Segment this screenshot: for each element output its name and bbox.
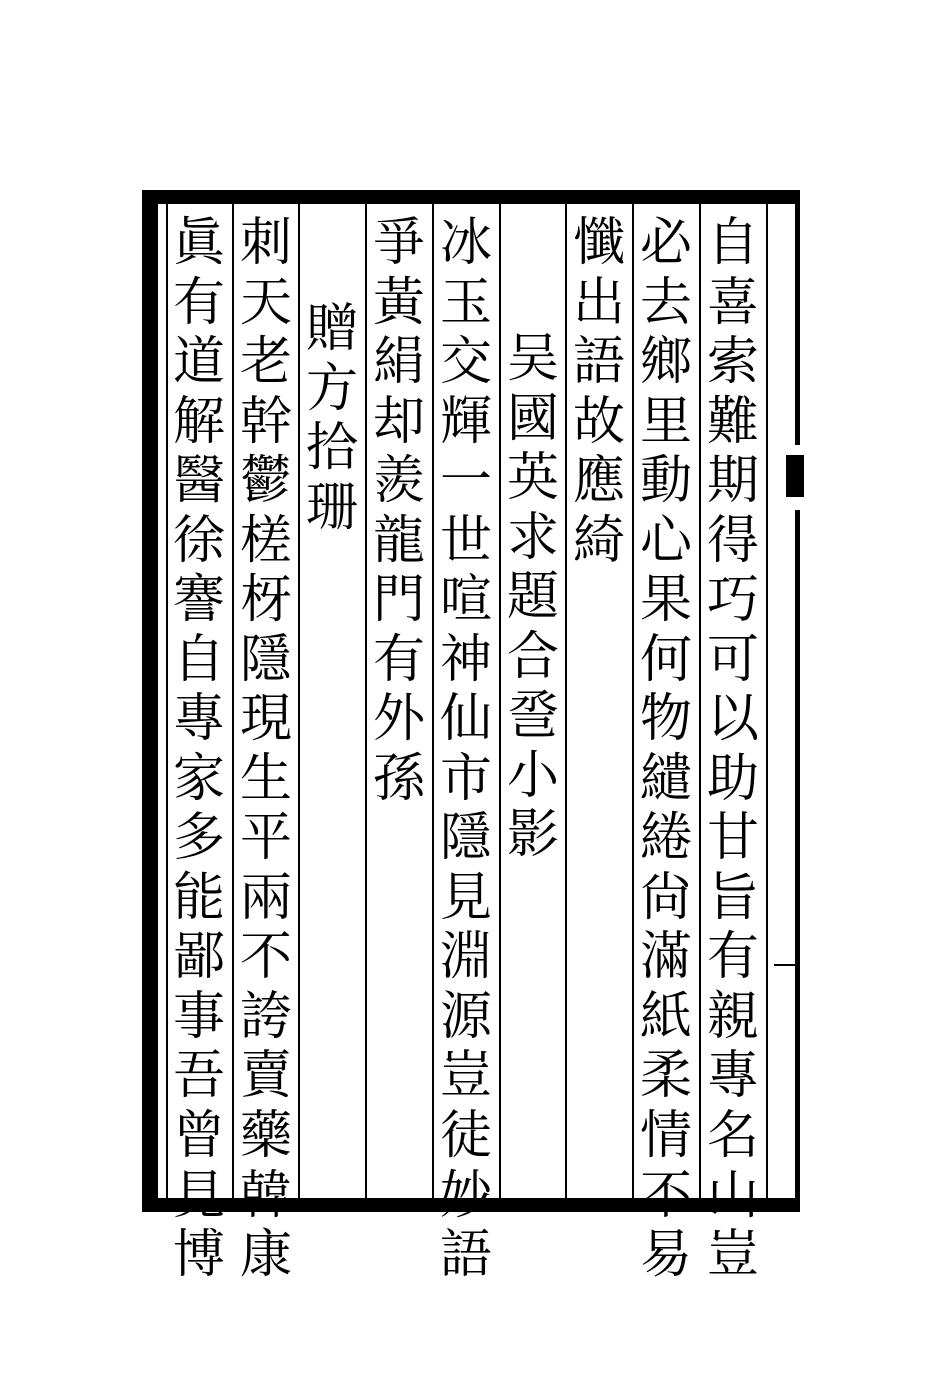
text-column-2: 必去鄉里動心果何物繾綣尙滿紙柔情不易 [639, 213, 692, 1286]
text-column-10: 眞有道解醫徐謇自專家多能鄙事吾曾見博 [172, 213, 225, 1286]
column-rule [766, 204, 768, 1198]
frame-left-border [142, 190, 158, 1212]
frame-right-border-lower [795, 510, 800, 1212]
margin-tick [774, 964, 798, 966]
poem-title-column-2: 贈方拾珊 [305, 299, 358, 538]
fishtail-mark [786, 455, 804, 497]
poem-title-column: 吴國英求題合巹小影 [506, 329, 559, 866]
text-column-3: 懺出語故應綺 [572, 213, 625, 571]
text-column-1: 自喜索難期得巧可以助甘旨有親專名山豈 [706, 213, 759, 1286]
text-column-6: 爭黃絹却羨龍門有外孫 [372, 213, 425, 809]
frame-right-border-upper [795, 190, 800, 445]
text-column-5: 冰玉交輝一世喧神仙市隱見淵源豈徒妙語 [439, 213, 492, 1286]
frame-top-border [142, 190, 800, 204]
text-column-9: 刺天老幹鬱槎枒隱現生平兩不誇賣藥韓康 [239, 213, 292, 1286]
